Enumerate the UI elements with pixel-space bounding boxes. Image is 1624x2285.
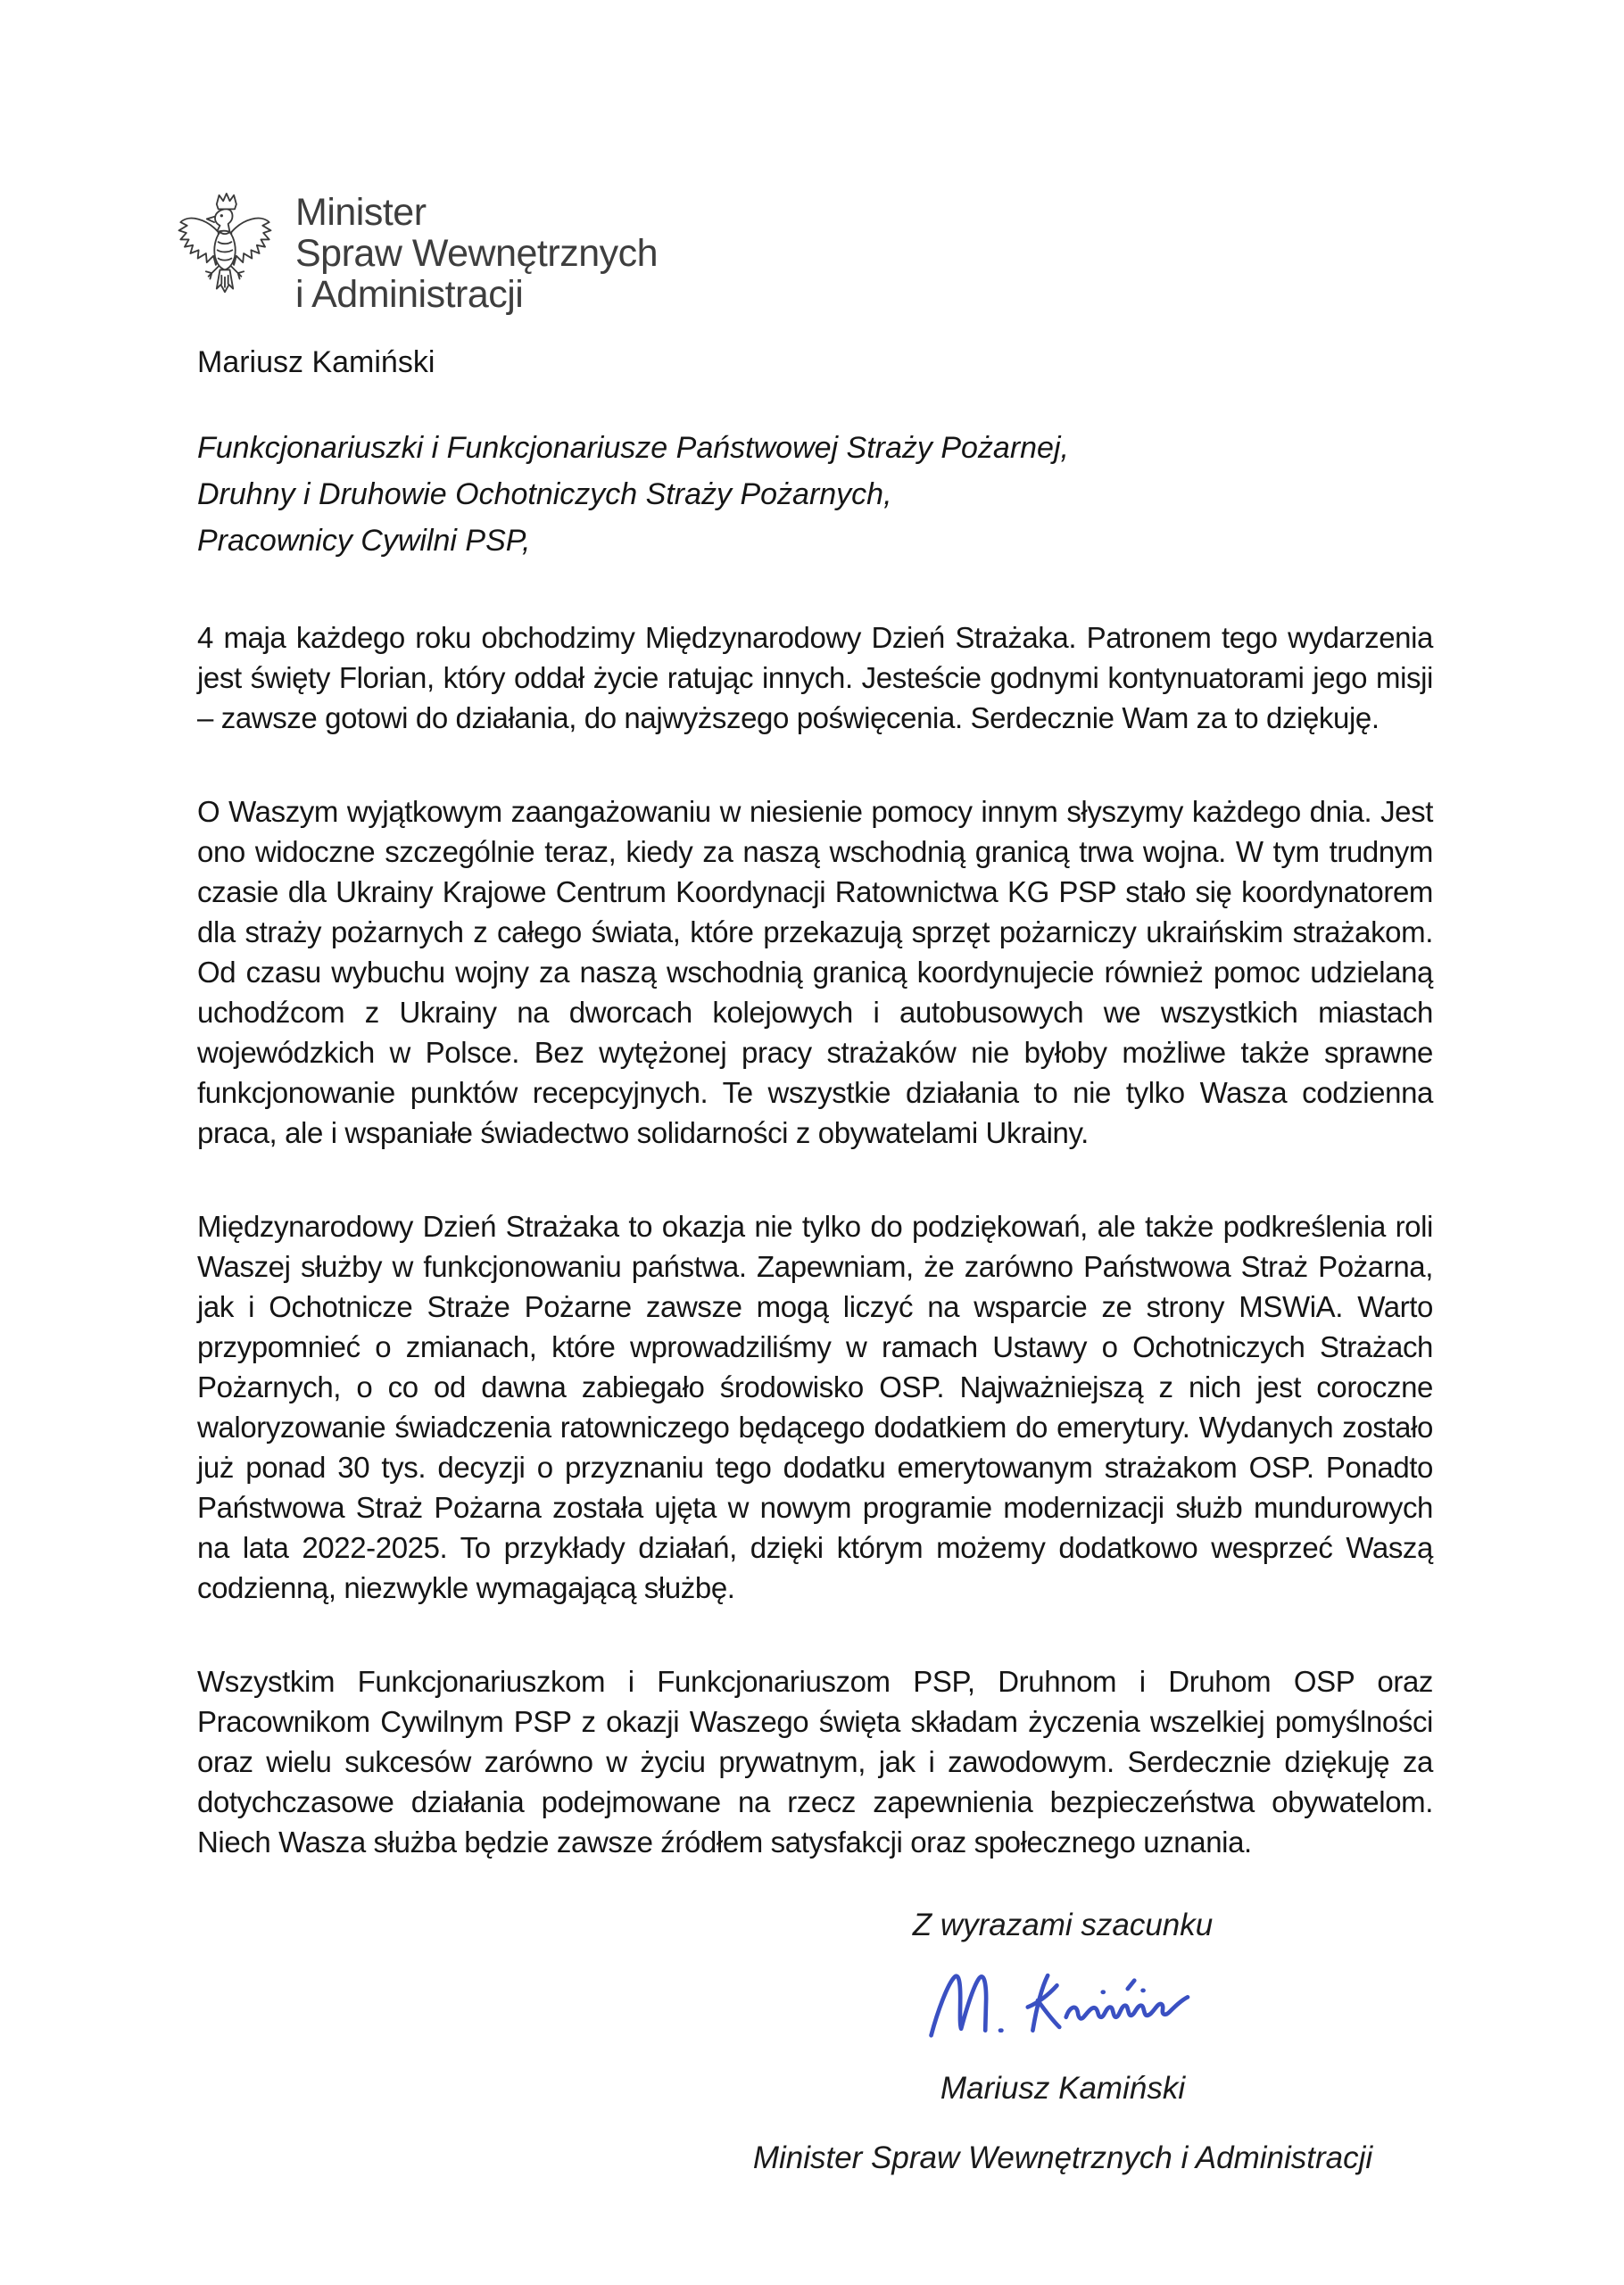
polish-eagle-icon xyxy=(174,188,276,299)
minister-name: Mariusz Kamiński xyxy=(197,345,435,379)
signatory-name: Mariusz Kamiński xyxy=(940,2071,1186,2106)
valediction: Z wyrazami szacunku xyxy=(912,1908,1214,1942)
letter-content xyxy=(197,344,1433,2177)
signatory-title: Minister Spraw Wewnętrznych i Administracji xyxy=(752,2140,1373,2175)
salutation xyxy=(197,425,1433,564)
signature-strokes xyxy=(932,1975,1188,2035)
paragraph-4: Wszystkim Funkcjonariuszkom i Funkcjonariuszom PSP, Druhnom i Druhom OSP oraz Pracownikom Cywilnym PSP z okazji Waszego święta składam życzenia wszelkiej pomyślności oraz wielu sukcesów zarówno w życiu prywatnym, jak i zawodowym. Serdecznie dziękuję za dotychczasowe działania podejmowane na rzecz zapewnienia bezpieczeństwa obywatelom. Niech Wasza służba będzie zawsze źródłem satysfakcji oraz społecznego uznania. xyxy=(197,1665,1433,1859)
paragraph-2: O Waszym wyjątkowym zaangażowaniu w niesienie pomocy innym słyszymy każdego dnia. Jest ono widoczne szczególnie teraz, kiedy za naszą wschodnią granicą trwa wojna. W tym trudnym czasie dla Ukrainy Krajowe Centrum Koordynacji Ratownictwa KG PSP stało się koordynatorem dla straży pożarnych z całego świata, które przekazują sprzęt pożarniczy ukraińskim strażakom. Od czasu wybuchu wojny za naszą wschodnią granicą koordynujecie również pomoc udzielaną uchodźcom z Ukrainy na dworcach kolejowych i autobusowych we wszystkich miastach wojewódzkich w Polsce. Bez wytężonej pracy strażaków nie byłoby możliwe także sprawne funkcjonowanie punktów recepcyjnych. Te wszystkie działania to nie tylko Wasza codzienna praca, ale i wspaniałe świadectwo solidarności z obywatelami Ukrainy. xyxy=(197,795,1433,1149)
handwritten-signature xyxy=(916,1964,1210,2064)
closing-block xyxy=(733,1907,1393,2177)
ministry-line-1: Minister xyxy=(295,191,427,234)
signature-wrap xyxy=(733,1964,1393,2068)
paragraph-3: Międzynarodowy Dzień Strażaka to okazja nie tylko do podziękowań, ale także podkreślenia roli Waszej służby w funkcjonowaniu państwa. Zapewniam, że zarówno Państwowa Straż Pożarna, jak i Ochotnicze Straże Pożarne zawsze mogą liczyć na wsparcie ze strony MSWiA. Warto przypomnieć o zmianach, które wprowadziliśmy w ramach Ustawy o Ochotniczych Strażach Pożarnych, o co od dawna zabiegało środowisko OSP. Najważniejszą z nich jest coroczne waloryzowanie świadczenia ratowniczego będącego dodatkiem do emerytury. Wydanych zostało już ponad 30 tys. decyzji o przyznaniu tego dodatku emerytowanym strażakom OSP. Ponadto Państwowa Straż Pożarna została ujęta w nowym programie modernizacji służb mundurowych na lata 2022-2025. To przykłady działań, dzięki którym możemy dodatkowo wesprzeć Waszą codzienną, niezwykle wymagającą służbę. xyxy=(197,1210,1433,1604)
salutation-line-2: Druhny i Druhowie Ochotniczych Straży Pożarnych, xyxy=(197,477,892,511)
letter-body xyxy=(197,617,1433,1862)
ministry-name xyxy=(295,188,658,315)
paragraph-1: 4 maja każdego roku obchodzimy Międzynarodowy Dzień Strażaka. Patronem tego wydarzenia jest święty Florian, który oddał życie ratując innych. Jesteście godnymi kontynuatorami jego misji – zawsze gotowi do działania, do najwyższego poświęcenia. Serdecznie Wam za to dziękuję. xyxy=(197,621,1433,734)
letterhead xyxy=(174,188,658,315)
ministry-line-3: i Administracji xyxy=(295,273,524,316)
salutation-line-3: Pracownicy Cywilni PSP, xyxy=(197,524,531,558)
salutation-line-1: Funkcjonariuszki i Funkcjonariusze Państwowej Straży Pożarnej, xyxy=(197,431,1069,465)
ministry-line-2: Spraw Wewnętrznych xyxy=(295,232,659,275)
